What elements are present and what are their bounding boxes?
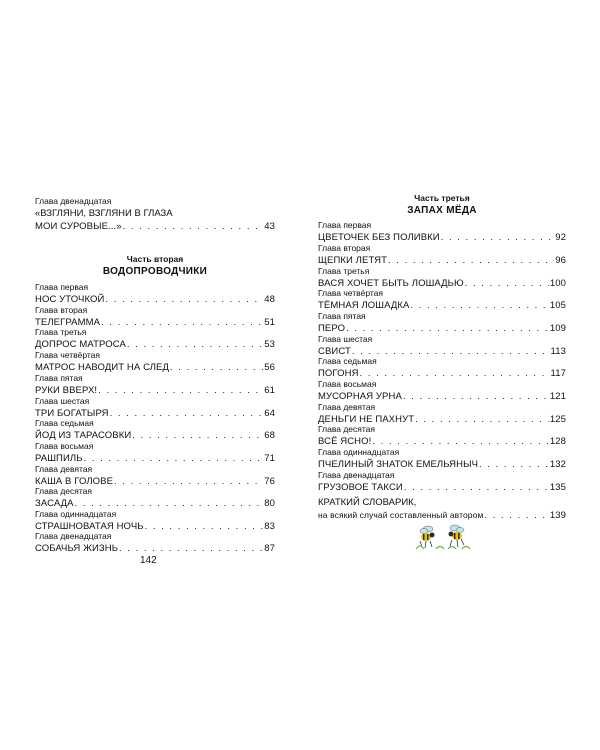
- toc-entry[interactable]: [318, 447, 566, 471]
- toc-entry[interactable]: [35, 486, 275, 510]
- dot-leader: [404, 481, 549, 494]
- dot-leader: [119, 542, 263, 555]
- chapter-number: Глава четвёртая: [318, 288, 383, 298]
- page-ref: 43: [264, 221, 275, 232]
- chapter-number: Глава пятая: [35, 373, 83, 383]
- toc-entry[interactable]: [35, 531, 275, 555]
- page-ref: 71: [264, 453, 275, 464]
- chapter-number: Глава девятая: [318, 402, 376, 412]
- toc-entry[interactable]: [35, 305, 275, 329]
- part-title: ЗАПАХ МЁДА: [407, 205, 477, 216]
- chapter-number: Глава восьмая: [35, 441, 94, 451]
- chapter-number: Глава двенадцатая: [35, 531, 112, 541]
- chapter-title: РАШПИЛЬ: [35, 453, 83, 464]
- page-ref: 61: [264, 385, 275, 396]
- chapter-title: ТРИ БОГАТЫРЯ: [35, 408, 109, 419]
- chapter-title: ЙОД ИЗ ТАРАСОВКИ: [35, 430, 132, 441]
- chapter-title: ТЁМНАЯ ЛОШАДКА: [318, 300, 410, 311]
- chapter-title: МОИ СУРОВЫЕ...»: [35, 221, 122, 232]
- toc-entry[interactable]: [35, 350, 275, 374]
- toc-entry[interactable]: [318, 266, 566, 290]
- chapter-title: ЗАСАДА: [35, 498, 74, 509]
- chapter-number: Глава вторая: [35, 305, 88, 315]
- chapter-number: Глава третья: [318, 266, 370, 276]
- chapter-title: НОС УТОЧКОЙ: [35, 294, 105, 305]
- chapter-number: Глава десятая: [35, 486, 92, 496]
- chapter-number: Глава седьмая: [318, 356, 377, 366]
- chapter-number: Глава девятая: [35, 464, 93, 474]
- bee-illustration-icon: [412, 523, 472, 551]
- toc-entry[interactable]: [35, 396, 275, 420]
- toc-entry[interactable]: [318, 311, 566, 335]
- chapter-title: «ВЗГЛЯНИ, ВЗГЛЯНИ В ГЛАЗА: [35, 208, 173, 219]
- chapter-number: Глава одиннадцатая: [318, 447, 400, 457]
- page-ref: 92: [555, 232, 566, 243]
- chapter-number: Глава восьмая: [318, 379, 377, 389]
- page-ref: 109: [549, 323, 566, 334]
- toc-entry[interactable]: [318, 220, 566, 244]
- chapter-number: Глава четвёртая: [35, 350, 100, 360]
- chapter-title: ТЕЛЕГРАММА: [35, 317, 101, 328]
- toc-entry[interactable]: [318, 402, 566, 426]
- toc-entry[interactable]: [35, 196, 275, 233]
- chapter-number: Глава седьмая: [35, 418, 94, 428]
- toc-entry[interactable]: [318, 379, 566, 403]
- page-ref: 117: [550, 368, 566, 379]
- page-ref: 64: [264, 408, 275, 419]
- page-ref: 56: [264, 362, 275, 373]
- chapter-number: Глава двенадцатая: [35, 196, 112, 206]
- page-number: 142: [140, 555, 157, 566]
- toc-entry[interactable]: [318, 288, 566, 312]
- chapter-title: ГРУЗОВОЕ ТАКСИ: [318, 482, 403, 493]
- chapter-title: СОБАЧЬЯ ЖИЗНЬ: [35, 543, 119, 554]
- chapter-number: Глава шестая: [318, 334, 373, 344]
- toc-entry[interactable]: [318, 243, 566, 267]
- chapter-title: ДЕНЬГИ НЕ ПАХНУТ: [318, 414, 415, 425]
- chapter-title: ВАСЯ ХОЧЕТ БЫТЬ ЛОШАДЬЮ: [318, 278, 464, 289]
- page-ref: 87: [264, 543, 275, 554]
- toc-line: [35, 220, 275, 233]
- page-ref: 113: [550, 346, 566, 357]
- chapter-title: ПОГОНЯ: [318, 368, 359, 379]
- glossary-subtitle: на всякий случай составленный автором: [318, 510, 484, 520]
- page-ref: 121: [549, 391, 566, 402]
- toc-entry[interactable]: [35, 373, 275, 397]
- page-ref: 128: [549, 436, 566, 447]
- page-ref: 48: [264, 294, 275, 305]
- chapter-title: МУСОРНАЯ УРНА: [318, 391, 402, 402]
- chapter-title: ДОПРОС МАТРОСА: [35, 339, 126, 350]
- chapter-number: Глава одиннадцатая: [35, 509, 117, 519]
- page-ref: 80: [264, 498, 275, 509]
- chapter-title: ПЧЕЛИНЫЙ ЗНАТОК ЕМЕЛЬЯНЫЧ: [318, 459, 479, 470]
- page-ref: 51: [264, 317, 275, 328]
- chapter-title: СВИСТ: [318, 346, 351, 357]
- toc-entry[interactable]: [35, 282, 275, 306]
- page-ref: 100: [549, 278, 566, 289]
- chapter-number: Глава шестая: [35, 396, 90, 406]
- chapter-title: МАТРОС НАВОДИТ НА СЛЕД: [35, 362, 170, 373]
- page-ref: 76: [264, 476, 275, 487]
- page-ref: 96: [555, 255, 566, 266]
- chapter-number: Глава третья: [35, 327, 87, 337]
- chapter-title: КАША В ГОЛОВЕ: [35, 476, 114, 487]
- page-ref: 135: [549, 482, 566, 493]
- page-ref: 83: [264, 521, 275, 532]
- dot-leader: [484, 509, 548, 522]
- toc-entry[interactable]: [35, 441, 275, 465]
- toc-entry[interactable]: [35, 464, 275, 488]
- page-ref: 139: [549, 510, 566, 521]
- chapter-number: Глава десятая: [318, 424, 375, 434]
- part-label: Часть вторая: [126, 254, 184, 264]
- dot-leader: [123, 220, 264, 233]
- toc-entry[interactable]: [318, 470, 566, 494]
- chapter-title: СТРАШНОВАТАЯ НОЧЬ: [35, 521, 144, 532]
- toc-line: [318, 509, 566, 522]
- chapter-title: ВСЁ ЯСНО!: [318, 436, 372, 447]
- chapter-title: ЦВЕТОЧЕК БЕЗ ПОЛИВКИ: [318, 232, 440, 243]
- chapter-title: ПЕРО: [318, 323, 346, 334]
- toc-entry[interactable]: [35, 509, 275, 533]
- toc-entry[interactable]: [318, 424, 566, 448]
- page-ref: 68: [264, 430, 275, 441]
- toc-entry[interactable]: [35, 418, 275, 442]
- chapter-number: Глава первая: [318, 220, 372, 230]
- page-ref: 132: [549, 459, 566, 470]
- glossary-title: КРАТКИЙ СЛОВАРИК,: [318, 497, 417, 508]
- part-heading: [318, 193, 566, 218]
- part-label: Часть третья: [414, 193, 470, 203]
- chapter-number: Глава пятая: [318, 311, 366, 321]
- chapter-number: Глава вторая: [318, 243, 371, 253]
- toc-line: [318, 481, 566, 494]
- toc-entry-glossary[interactable]: [318, 496, 566, 522]
- toc-entry[interactable]: [318, 356, 566, 380]
- chapter-title: ЩЕПКИ ЛЕТЯТ: [318, 255, 388, 266]
- page-ref: 125: [549, 414, 566, 425]
- page-ref: 105: [549, 300, 566, 311]
- toc-entry[interactable]: [318, 334, 566, 358]
- part-heading: [35, 254, 275, 279]
- chapter-number: Глава первая: [35, 282, 89, 292]
- part-title: ВОДОПРОВОДЧИКИ: [102, 266, 208, 277]
- chapter-number: Глава двенадцатая: [318, 470, 395, 480]
- chapter-title: РУКИ ВВЕРХ!: [35, 385, 98, 396]
- toc-entry[interactable]: [35, 327, 275, 351]
- page-ref: 53: [264, 339, 275, 350]
- toc-line: [35, 542, 275, 555]
